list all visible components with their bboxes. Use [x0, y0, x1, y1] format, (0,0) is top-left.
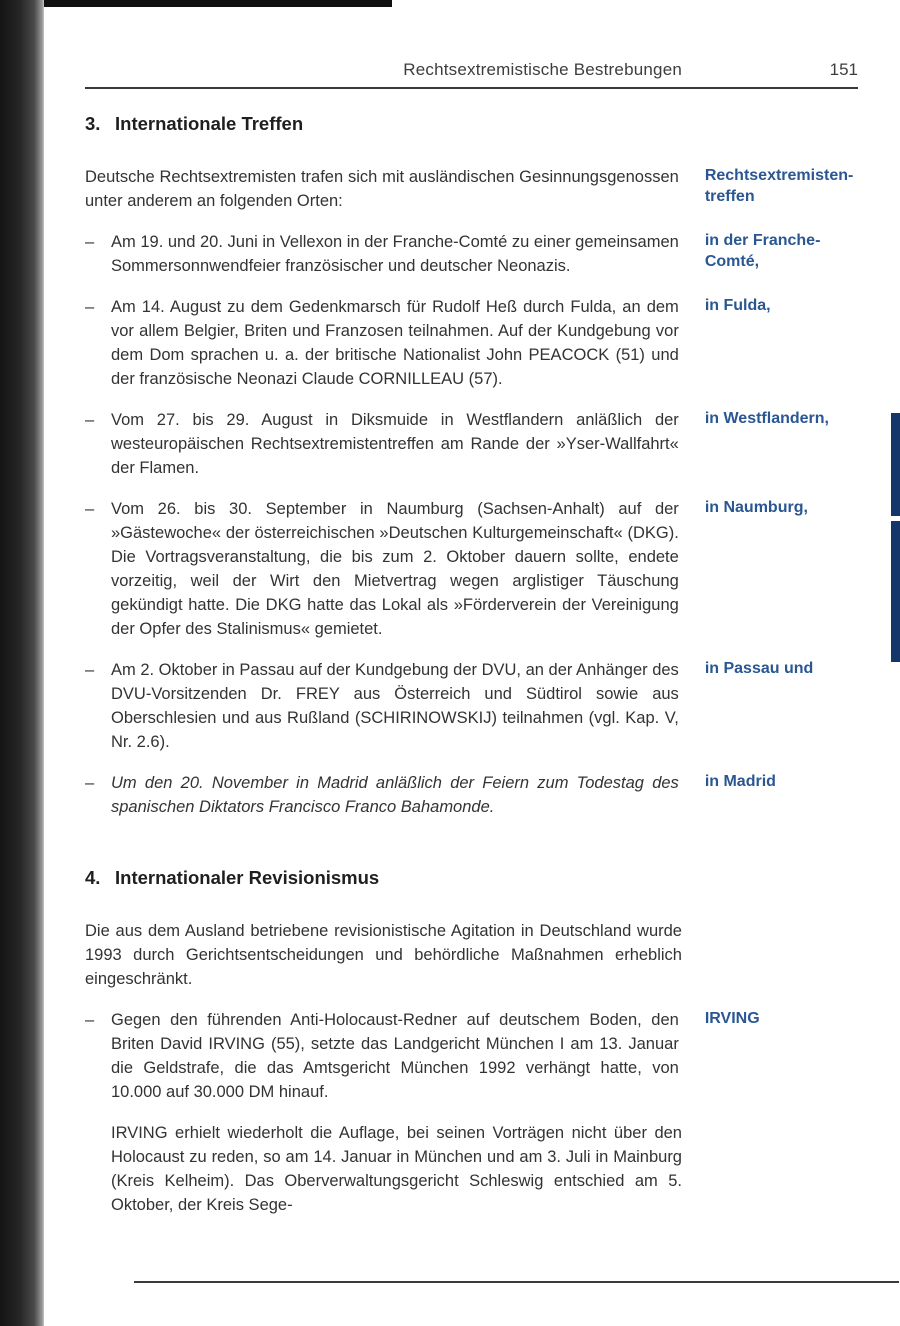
bullet-text: Vom 26. bis 30. September in Naumburg (Sachsen-Anhalt) auf der »Gästewoche« der österreichischen »Deutschen Kulturgemeinschaft« (DKG). Die Vortragsveranstaltung, die bis zum 2. Oktober dauern sollte, endete vorzeitig, weil der Wirt den Mietvertrag wegen arglistiger Täuschung gekündigt hatte. Die DKG hatte das Lokal als »Förderverein der Vereinigung der Opfer des Stalinismus« gemietet. — [111, 500, 679, 638]
paragraph-row — [85, 165, 856, 213]
bullet-text: Am 19. und 20. Juni in Vellexon in der Franche-Comté zu einer gemeinsamen Sommersonnwendfeier französischer und deutscher Neonazis. — [111, 233, 679, 275]
bullet-dash: – — [85, 500, 95, 518]
bullet-text: Vom 27. bis 29. August in Diksmuide in Westflandern anläßlich der westeuropäischen Rechtsextremistentreffen am Rande der »Yser-Wallfahrt« der Flamen. — [111, 411, 679, 477]
bullet-row — [85, 497, 856, 641]
bullet-row — [85, 408, 856, 480]
header-rule — [85, 87, 858, 89]
bullet-dash: – — [85, 411, 95, 429]
bullet-dash: – — [85, 1011, 95, 1029]
margin-note: in Westflandern, — [704, 410, 829, 427]
bullet-item — [85, 408, 679, 480]
page-header — [85, 60, 858, 80]
continuation-paragraph — [85, 1121, 682, 1217]
paragraph-row — [85, 919, 856, 991]
bullet-dash: – — [85, 298, 95, 316]
bullet-item — [85, 295, 679, 391]
bullet-row — [85, 295, 856, 391]
margin-note: IRVING — [704, 1010, 760, 1027]
section-number: 3. — [85, 113, 101, 134]
scan-binding-edge — [0, 0, 44, 1326]
bullet-item — [85, 1008, 679, 1104]
margin-note: in Fulda, — [704, 297, 771, 314]
bullet-text: Am 2. Oktober in Passau auf der Kundgebung der DVU, an der Anhänger des DVU-Vorsitzenden Dr. FREY aus Österreich und Südtirol sowie aus Oberschlesien und aus Rußland (SCHIRINOWSKIJ) teilnahmen (vgl. Kap. V, Nr. 2.6). — [111, 661, 679, 751]
bullet-text: Gegen den führenden Anti-Holocaust-Redner auf deutschem Boden, den Briten David IRVING (55), setzte das Landgericht München I am 13. Januar die Geldstrafe, die das Amtsgericht München 1992 verhängt hatte, von 10.000 auf 30.000 DM hinauf. — [111, 1011, 679, 1101]
bullet-dash — [85, 1121, 111, 1217]
paragraph: IRVING erhielt wiederholt die Auflage, bei seinen Vorträgen nicht über den Holocaust zu reden, so am 14. Januar in München und am 3. Juli in Mainburg (Kreis Kelheim). Das Oberverwaltungsgericht Schleswig entschied am 5. Oktober, der Kreis Sege- — [111, 1124, 682, 1214]
section-heading-3 — [85, 113, 856, 135]
bullet-text: Um den 20. November in Madrid anläßlich der Feiern zum Todestag des spanischen Diktators Francisco Franco Bahamonde. — [111, 774, 679, 816]
bullet-item — [85, 771, 679, 819]
page-number: 151 — [829, 60, 858, 79]
bullet-row — [85, 658, 856, 754]
paragraph: Deutsche Rechtsextremisten trafen sich mit ausländischen Gesinnungsgenossen unter anderem an folgenden Orten: — [85, 168, 679, 210]
bullet-dash: – — [85, 661, 95, 679]
bullet-row — [85, 1008, 856, 1104]
bullet-item — [85, 230, 679, 278]
bullet-dash: – — [85, 774, 95, 792]
section-number: 4. — [85, 867, 101, 888]
margin-note: Rechtsextremisten-treffen — [704, 167, 854, 205]
margin-note: in Passau und — [704, 660, 814, 677]
bullet-dash: – — [85, 233, 95, 251]
bullet-row — [85, 771, 856, 819]
bullet-item — [85, 658, 679, 754]
bullet-text: Am 14. August zu dem Gedenkmarsch für Rudolf Heß durch Fulda, an dem vor allem Belgier, Briten und Franzosen teilnahmen. Auf der Kundgebung vor dem Dom sprachen u. a. der britische Nationalist John PEACOCK (51) und der französische Neonazi Claude CORNILLEAU (57). — [111, 298, 679, 388]
running-title: Rechtsextremistische Bestrebungen — [403, 60, 682, 79]
margin-note: in der Franche-Comté, — [704, 232, 821, 270]
paragraph-row — [85, 1121, 856, 1217]
bullet-item — [85, 497, 679, 641]
margin-note: in Madrid — [704, 773, 776, 790]
paragraph: Die aus dem Ausland betriebene revisionistische Agitation in Deutschland wurde 1993 durch Gerichtsentscheidungen und behördliche Maßnahmen erheblich eingeschränkt. — [85, 922, 682, 988]
document-page — [44, 0, 900, 1326]
section-heading-4 — [85, 867, 856, 889]
section-title: Internationale Treffen — [115, 113, 304, 134]
bullet-row — [85, 230, 856, 278]
footer-rule — [134, 1281, 899, 1283]
section-title: Internationaler Revisionismus — [115, 867, 380, 888]
margin-note: in Naumburg, — [704, 499, 808, 516]
